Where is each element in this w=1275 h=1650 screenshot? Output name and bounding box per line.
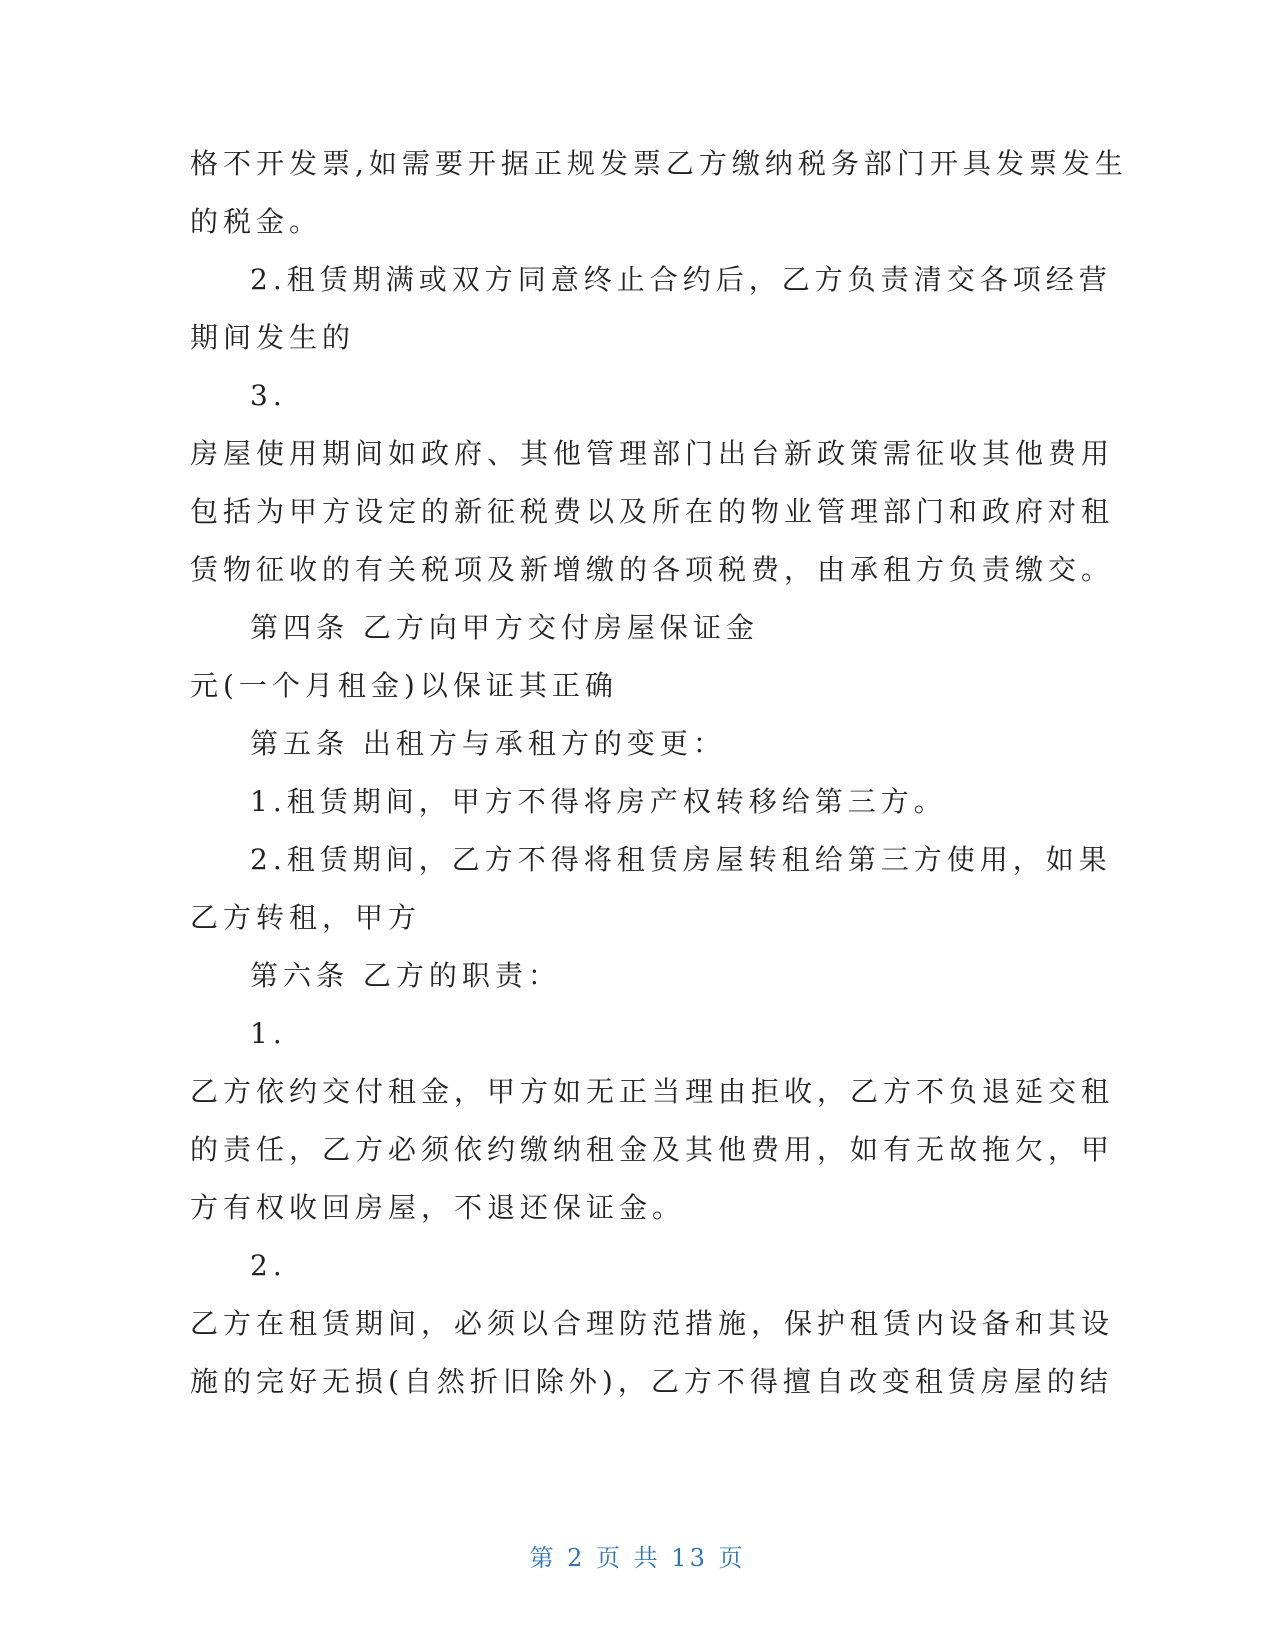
text-line: 格不开发票,如需要开据正规发票乙方缴纳税务部门开具发票发生 [190, 147, 1128, 180]
text-line: 施的完好无损(自然折旧除外)，乙方不得擅自改变租赁房屋的结 [190, 1365, 1113, 1398]
text-line: 第四条 乙方向甲方交付房屋保证金 [250, 611, 759, 644]
text-line: 元(一个月租金)以保证其正确 [190, 669, 618, 702]
text-line: 乙方依约交付租金，甲方如无正当理由拒收，乙方不负退延交租 [190, 1075, 1115, 1108]
text-line: 乙方转租，甲方 [190, 901, 422, 934]
text-line: 的责任，乙方必须依约缴纳租金及其他费用，如有无故拖欠，甲 [190, 1133, 1115, 1166]
text-line: 2.租赁期满或双方同意终止合约后，乙方负责清交各项经营 [250, 263, 1112, 296]
text-line: 2.租赁期间，乙方不得将租赁房屋转租给第三方使用，如果 [250, 843, 1112, 876]
text-line: 方有权收回房屋，不退还保证金。 [190, 1191, 686, 1224]
text-line: 包括为甲方设定的新征税费以及所在的物业管理部门和政府对租 [190, 495, 1115, 528]
text-line: 1.租赁期间，甲方不得将房产权转移给第三方。 [250, 785, 947, 818]
text-line: 赁物征收的有关税项及新增缴的各项税费，由承租方负责缴交。 [190, 553, 1115, 586]
text-line: 第六条 乙方的职责： [250, 959, 561, 992]
text-line: 1. [250, 1017, 287, 1050]
text-line: 第五条 出租方与承租方的变更： [250, 727, 726, 760]
text-line: 的税金。 [190, 205, 323, 238]
page-number-footer: 第 2 页 共 13 页 [529, 1544, 746, 1572]
text-line: 乙方在租赁期间，必须以合理防范措施，保护租赁内设备和其设 [190, 1307, 1115, 1340]
text-line: 房屋使用期间如政府、其他管理部门出台新政策需征收其他费用 [190, 437, 1115, 470]
text-line: 期间发生的 [190, 321, 356, 354]
text-line: 3. [250, 379, 287, 412]
text-line: 2. [250, 1249, 287, 1282]
